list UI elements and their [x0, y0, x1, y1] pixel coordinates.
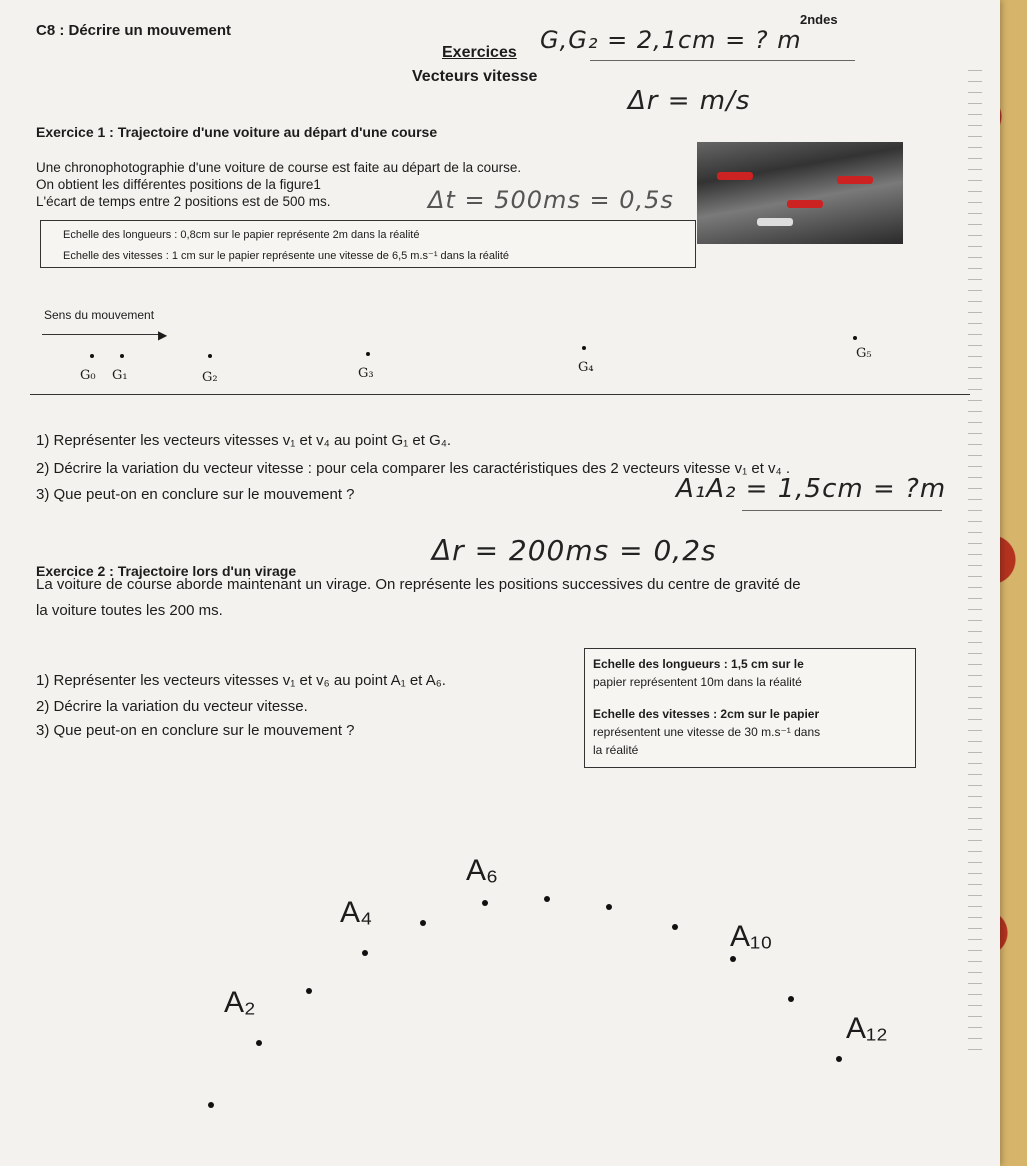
point-a4 [362, 950, 368, 956]
handwritten-note-distance: G,G₂ = 2,1cm = ? m [540, 26, 802, 54]
point-g5 [853, 336, 857, 340]
handwritten-delta-t-ex2: Δr = 200ms = 0,2s [432, 534, 717, 567]
ex2-length-scale-line2: papier représentent 10m dans la réalité [593, 675, 802, 689]
ex2-speed-scale-line3: la réalité [593, 743, 639, 757]
point-a6 [482, 900, 488, 906]
label-g2: G₂ [202, 370, 218, 385]
point-a1 [208, 1102, 214, 1108]
ex1-question1: 1) Représenter les vecteurs vitesses v₁ et v₄ au point G₁ et G₄. [36, 432, 452, 449]
direction-arrow-head: ▶ [158, 328, 168, 342]
point-a12 [836, 1056, 842, 1062]
point-g2 [208, 354, 212, 358]
ex2-question2: 2) Décrire la variation du vecteur vitesse. [36, 698, 308, 715]
point-a5 [420, 920, 426, 926]
label-a10: A₁₀ [730, 920, 773, 953]
label-a2: A₂ [224, 986, 256, 1019]
ex2-length-scale-line1: Echelle des longueurs : 1,5 cm sur le [593, 657, 804, 671]
direction-label: Sens du mouvement [44, 308, 155, 322]
point-a3 [306, 988, 312, 994]
label-a12: A₁₂ [846, 1012, 888, 1045]
class-level: 2ndes [800, 12, 838, 27]
point-a10 [730, 956, 736, 962]
handwritten-underline [590, 60, 855, 61]
section-title: Exercices [442, 44, 517, 61]
label-g4: G₄ [578, 360, 594, 375]
exercise2-intro-line2: la voiture toutes les 200 ms. [36, 602, 223, 619]
point-g3 [366, 352, 370, 356]
exercise1-intro-line3: L'écart de temps entre 2 positions est de 500 ms. [36, 194, 331, 209]
section-subtitle: Vecteurs vitesse [412, 68, 538, 85]
ex1-length-scale: Echelle des longueurs : 0,8cm sur le papier représente 2m dans la réalité [63, 229, 420, 241]
ex2-speed-scale-line1: Echelle des vitesses : 2cm sur le papier [593, 707, 820, 721]
ex2-question3: 3) Que peut-on en conclure sur le mouvement ? [36, 722, 355, 739]
ex2-speed-scale-line2: représentent une vitesse de 30 m.s⁻¹ dans [593, 725, 821, 739]
exercise1-intro-line2: On obtient les différentes positions de la figure1 [36, 177, 321, 192]
ex1-question2: 2) Décrire la variation du vecteur vitesse : pour cela comparer les caractéristiques des 2 vecteurs vitesse v₁ et v₄ . [36, 460, 790, 477]
handwritten-note-speed-formula: Δr = m/s [628, 86, 751, 116]
label-a6: A₆ [466, 854, 499, 887]
direction-arrow [42, 334, 162, 335]
exercise1-scales-box [40, 220, 696, 268]
point-a9 [672, 924, 678, 930]
point-g0 [90, 354, 94, 358]
exercise2-scales-box [584, 648, 916, 768]
label-g0: G₀ [80, 368, 96, 383]
point-a2 [256, 1040, 262, 1046]
exercise1-title: Exercice 1 : Trajectoire d'une voiture au départ d'une course [36, 124, 438, 140]
label-a4: A₄ [340, 896, 373, 929]
exercise1-intro-line1: Une chronophotographie d'une voiture de course est faite au départ de la course. [36, 160, 522, 175]
ex2-question1: 1) Représenter les vecteurs vitesses v₁ et v₆ au point A₁ et A₆. [36, 672, 446, 689]
point-a11 [788, 996, 794, 1002]
label-g1: G₁ [112, 368, 128, 383]
figure1-separator [30, 394, 970, 395]
point-g4 [582, 346, 586, 350]
paper-margin-lines [968, 60, 982, 1060]
ex1-speed-scale: Echelle des vitesses : 1 cm sur le papier représente une vitesse de 6,5 m.s⁻¹ dans la réalité [63, 250, 510, 262]
label-g5: G₅ [856, 346, 872, 361]
chapter-title: C8 : Décrire un mouvement [36, 22, 232, 39]
point-a8 [606, 904, 612, 910]
exercise2-intro-line1: La voiture de course aborde maintenant un virage. On représente les positions successives du centre de gravité de [36, 576, 801, 593]
point-g1 [120, 354, 124, 358]
race-car-photo [697, 142, 903, 244]
handwritten-underline-2 [742, 510, 942, 511]
point-a7 [544, 896, 550, 902]
label-g3: G₃ [358, 366, 374, 381]
handwritten-delta-t-ex1: Δt = 500ms = 0,5s [428, 186, 674, 214]
ex1-question3: 3) Que peut-on en conclure sur le mouvement ? [36, 486, 355, 503]
exercise2-title: Exercice 2 : Trajectoire lors d'un virage [36, 563, 297, 579]
handwritten-distance-ex2: A₁A₂ = 1,5cm = ?m [676, 474, 947, 504]
